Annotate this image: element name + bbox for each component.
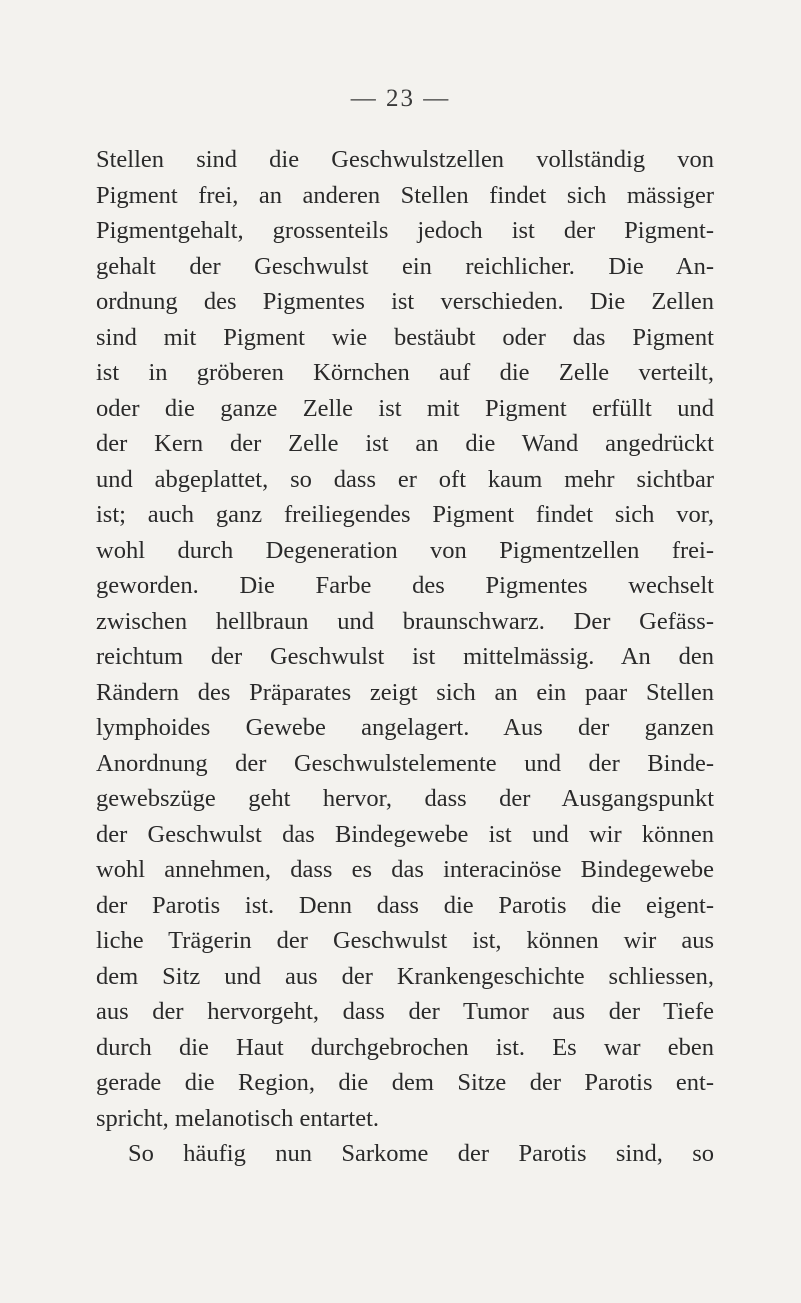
text-line: oder die ganze Zelle ist mit Pigment erfüllt und: [96, 394, 714, 422]
text-line: ordnung des Pigmentes ist verschieden. Die Zellen: [96, 288, 714, 315]
text-line: Anordnung der Geschwulstelemente und der Binde-: [96, 749, 714, 777]
text-line-paragraph-end: spricht, melanotisch entartet.: [96, 1104, 380, 1132]
text-line: lymphoides Gewebe angelagert. Aus der ganzen: [96, 714, 714, 741]
text-line: dem Sitz und aus der Krankengeschichte schliessen,: [96, 962, 714, 990]
text-line: wohl durch Degeneration von Pigmentzellen frei-: [96, 536, 714, 564]
text-line: geworden. Die Farbe des Pigmentes wechselt: [96, 572, 714, 599]
text-line: gewebszüge geht hervor, dass der Ausgangspunkt: [96, 785, 714, 812]
text-line: der Kern der Zelle ist an die Wand angedrückt: [96, 430, 714, 457]
text-line: der Parotis ist. Denn dass die Parotis die eigent-: [96, 891, 714, 919]
text-line: ist; auch ganz freiliegendes Pigment findet sich vor,: [96, 501, 714, 528]
text-line: durch die Haut durchgebrochen ist. Es war eben: [96, 1033, 714, 1061]
text-line: zwischen hellbraun und braunschwarz. Der Gefäss-: [96, 607, 714, 635]
text-line: der Geschwulst das Bindegewebe ist und wir können: [96, 820, 714, 848]
body-text: [96, 142, 714, 1172]
text-line: Pigment frei, an anderen Stellen findet sich mässiger: [96, 181, 714, 209]
text-line: sind mit Pigment wie bestäubt oder das Pigment: [96, 323, 714, 351]
text-line: wohl annehmen, dass es das interacinöse Bindegewebe: [96, 856, 714, 883]
text-line: Rändern des Präparates zeigt sich an ein paar Stellen: [96, 678, 714, 706]
text-line: gerade die Region, die dem Sitze der Parotis ent-: [96, 1069, 714, 1096]
text-line: Pigmentgehalt, grossenteils jedoch ist der Pigment-: [96, 217, 714, 244]
text-line: aus der hervorgeht, dass der Tumor aus der Tiefe: [96, 998, 714, 1025]
text-line: Stellen sind die Geschwulstzellen vollständig von: [96, 146, 714, 173]
page-number: — 23 —: [350, 85, 451, 112]
text-line: ist in gröberen Körnchen auf die Zelle verteilt,: [96, 359, 714, 386]
text-line-paragraph-start: So häufig nun Sarkome der Parotis sind, so: [128, 1140, 714, 1167]
text-line: und abgeplattet, so dass er oft kaum mehr sichtbar: [96, 465, 714, 493]
text-line: liche Trägerin der Geschwulst ist, können wir aus: [96, 927, 714, 954]
text-line: reichtum der Geschwulst ist mittelmässig. An den: [96, 643, 714, 670]
text-line: gehalt der Geschwulst ein reichlicher. Die An-: [96, 252, 714, 280]
